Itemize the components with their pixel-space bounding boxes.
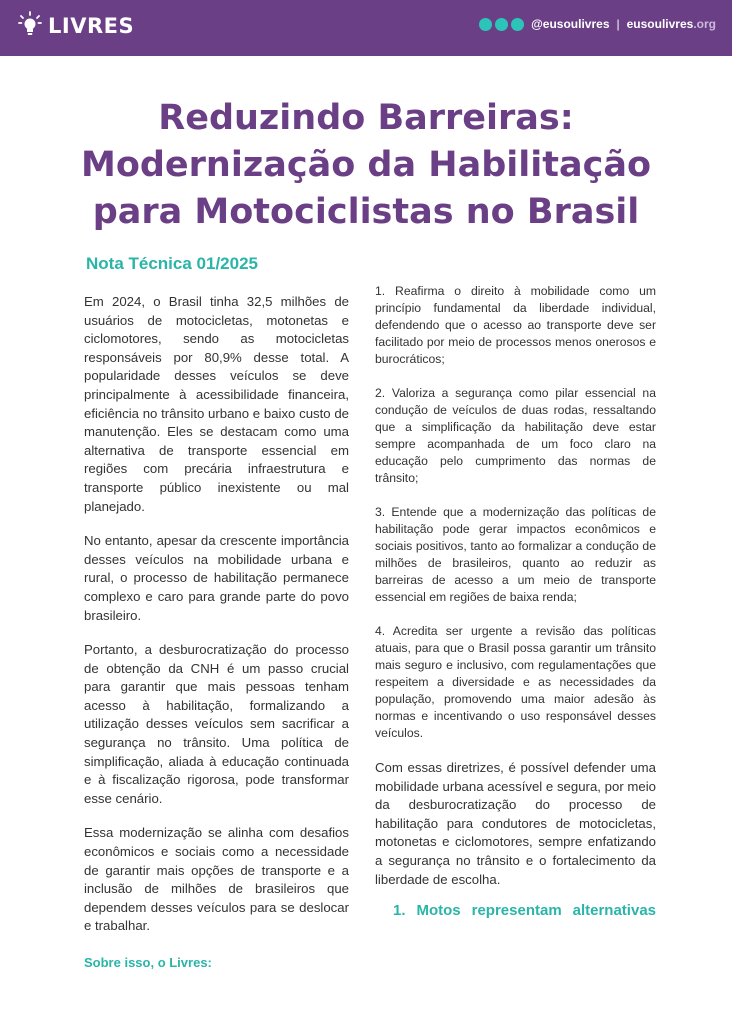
paragraph: Em 2024, o Brasil tinha 32,5 milhões de usuários de motocicletas, motonetas e ciclomotores, sendo as motocicletas responsáveis por 80,9% desse total. A popularidade desses veículos se deve principalmente à acessibilidade financeira, eficiência no trânsito urbano e baixo custo de manutenção. Eles se destacam como uma alternativa de transporte essencial em regiões com precária infraestrutura e transporte público inexistente ou mal planejado. — [84, 294, 349, 514]
twitter-icon[interactable] — [479, 18, 492, 31]
brand-name: LIVRES — [48, 14, 135, 38]
document-subtitle: Nota Técnica 01/2025 — [86, 254, 258, 273]
paragraph: Essa modernização se alinha com desafios econômicos e sociais como a necessidade de garantir mais opções de transporte e a inclusão de milhões de brasileiros que dependem desses veículos para se deslocar e trabalhar. — [84, 825, 349, 934]
right-column — [375, 283, 656, 889]
site-name: eusoulivres — [626, 17, 694, 31]
social-handle[interactable]: @eusoulivres — [531, 17, 610, 31]
document-title — [40, 95, 692, 236]
section-heading: 1. Motos representam alternativas — [393, 902, 656, 919]
closing-paragraph: Com essas diretrizes, é possível defender uma mobilidade urbana acessível e segura, por meio da desburocratização do processo de habilitação para condutores de motocicletas, motonetas e ciclomotores, sempre enfatizando a segurança no trânsito e o fortalecimento da liberdade de escolha. — [375, 760, 656, 887]
site-tld: .org — [693, 17, 716, 31]
brand-logo[interactable] — [18, 12, 134, 40]
facebook-icon[interactable] — [511, 18, 524, 31]
lightbulb-icon — [18, 11, 42, 42]
website-link[interactable] — [627, 17, 716, 31]
title-line: Reduzindo Barreiras: — [158, 98, 574, 138]
list-item: 1. Reafirma o direito à mobilidade como um princípio fundamental da liberdade individual, defendendo que o acesso ao transporte deve ser facilitado por meio de processos menos onerosos e burocráticos; — [375, 284, 656, 366]
social-links — [479, 14, 716, 34]
header-bar — [0, 0, 732, 56]
paragraph: Portanto, a desburocratização do processo de obtenção da CNH é um passo crucial para garantir que mais pessoas tenham acesso à habilitação, formalizando a utilização desses veículos sem sacrificar a segurança no trânsito. Uma política de simplificação, aliada à educação continuada e à fiscalização rigorosa, pode transformar esse cenário. — [84, 642, 349, 806]
title-line: para Motociclistas no Brasil — [92, 192, 640, 232]
title-line: Modernização da Habilitação — [81, 145, 651, 185]
list-item: 4. Acredita ser urgente a revisão das políticas atuais, para que o Brasil possa garantir um trânsito mais seguro e inclusivo, com regulamentações que respeitem a diversidade e as necessidades da população, promovendo uma maior adesão às normas e incentivando o uso responsável desses veículos. — [375, 624, 656, 740]
list-item: 3. Entende que a modernização das políticas de habilitação pode gerar impactos econômicos e sociais positivos, tanto ao formalizar a condução de milhões de brasileiros, quanto ao reduzir as barreiras de acesso a um meio de transporte essencial em regiões de baixa renda; — [375, 505, 656, 604]
left-column — [84, 293, 349, 973]
list-item: 2. Valoriza a segurança como pilar essencial na condução de veículos de duas rodas, ressaltando que a simplificação da habilitação deve estar sempre acompanhada de um foco claro na educação pelo cumprimento das normas de trânsito; — [375, 386, 656, 485]
paragraph: No entanto, apesar da crescente importância desses veículos na mobilidade urbana e rural, o processo de habilitação permanece complexo e caro para grande parte do povo brasileiro. — [84, 533, 349, 623]
separator: | — [616, 17, 620, 31]
livres-label: Sobre isso, o Livres: — [84, 955, 212, 970]
instagram-icon[interactable] — [495, 18, 508, 31]
